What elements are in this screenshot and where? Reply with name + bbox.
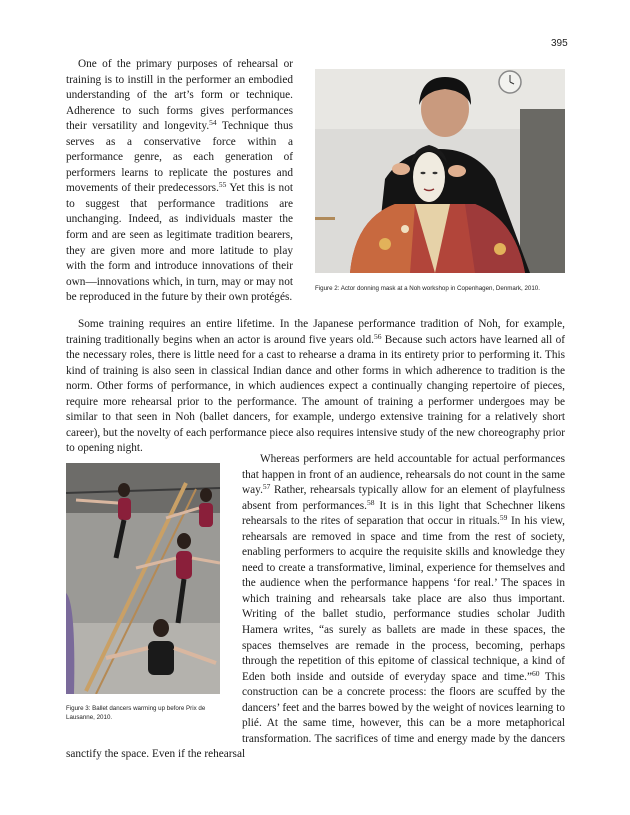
- footnote-ref-58: 58: [366, 497, 375, 507]
- page-number: 395: [551, 38, 568, 49]
- para3-text-3: It is in this light that Schechner likens rehearsals to the rites of separation that occur in rituals.: [242, 499, 566, 528]
- para2-text-2: Because such actors have learned all of the necessary roles, there is little need for a cast to rehearse a drama in its entirety prior to performing it. This kind of training is also seen in classical Indian dance and other forms in which adherence to tradition is the norm. Other forms of performance, in which audiences expect a continually changing repertoire of pieces, require more rehearsal prior to the performance. The amount of training a performer undergoes may be similar to that seen in Noh (ballet dancers, for example, undergo extensive training for a relatively short career), but the novelty of each performance piece also requires intensive study of the new choreography prior to opening night.: [66, 333, 565, 455]
- para1-text-1: One of the primary purposes of rehearsal or training is to instill in the performer an embodied understanding of the art’s form or technique. Adherence to such forms gives performances their versatility and longevity.: [66, 58, 293, 133]
- para3-text-2: Rather, rehearsals typically allow for an element of playfulness absent from performances.: [242, 484, 565, 512]
- footnote-ref-56: 56: [373, 331, 382, 341]
- footnote-ref-59: 59: [499, 513, 508, 523]
- para2-text-1: Some training requires an entire lifetime. In the Japanese performance tradition of Noh, for example, training traditionally begins when an actor is around five years old.: [66, 318, 565, 346]
- footnote-ref-57: 57: [262, 482, 271, 492]
- footnote-ref-55: 55: [218, 180, 227, 190]
- para3-text-1: Whereas performers are held accountable for actual performances that happen in front of an audience, rehearsals do not count in the same way.: [242, 453, 565, 497]
- paragraph-2: [66, 317, 565, 457]
- figure-2-photo: [315, 69, 565, 273]
- para1-text-3: Yet this is not to suggest that performance traditions are unchanging. Indeed, as individuals master the form and are seen as legitimate tradition bearers, they are given more and more latitude to play with the form and introduce innovations of their own—innovations which, in turn, may or may not be reproduced in the future by their own protégés.: [66, 182, 293, 304]
- para1-text-2: Technique thus serves as a conservative force within a performance genre, as each generation of performers learns to replicate the postures and movements of their predecessors.: [66, 120, 293, 195]
- para3-text-5: This construction can be a concrete process: the floors are scuffed by the dancers’ feet and the barres bowed by the weight of novices learning to plié. At the same time, however, this can be a more metaphorical transformation. The sacrifices of time and energy made by the dancers sanctify the space. Even if the rehearsal: [66, 670, 565, 761]
- paragraph-1: [66, 57, 293, 306]
- figure-2-caption: Figure 2: Actor donning mask at a Noh workshop in Copenhagen, Denmark, 2010.: [315, 285, 540, 292]
- footnote-ref-60: 60: [531, 668, 540, 678]
- paragraph-3: [66, 452, 565, 763]
- footnote-ref-54: 54: [209, 118, 217, 128]
- figure-3-caption: Figure 3: Ballet dancers warming up before Prix de Lausanne, 2010.: [66, 705, 206, 721]
- para3-text-4: In his view, rehearsals are removed in space and time from the rest of society, enabling performers to acquire the requisite skills and knowledge they need to create a transformative, liminal, experience for themselves and the audience when the performance happens ‘for real.’ The spaces in which training and rehearsals take place are also thus important. Writing of the ballet studio, performance studies scholar Judith Hamera writes, “as surely as ballets are made in these spaces, the spaces themselves are remade in the process, becoming, perhaps through the repetition of this epitome of classical technique, a kind of Eden both inside and outside of everyday space and time.”: [242, 515, 565, 683]
